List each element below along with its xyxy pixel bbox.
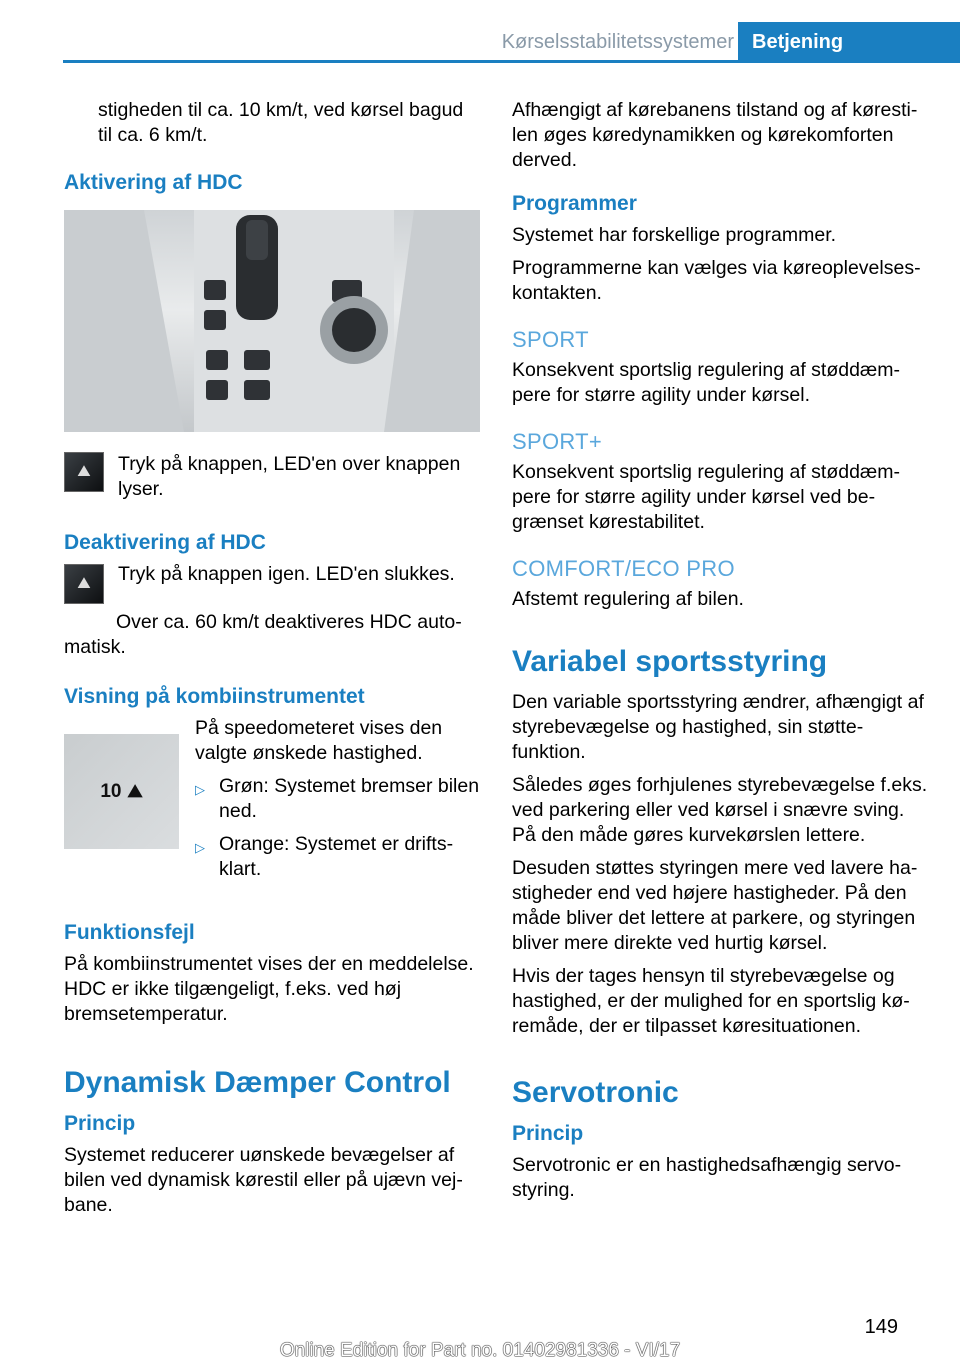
right-intro-text: Afhængigt af kørebanens tilstand og af kørestilen øges køredynamikken og kørekomforten derved.: [512, 99, 918, 171]
hdc-button-icon: ⛰: [64, 564, 104, 604]
left-column: [64, 98, 482, 1226]
bullet-text: Grøn: Systemet bremser bilen ned.: [219, 775, 480, 822]
hdc-display-indicator: [64, 734, 179, 849]
display-speed-value: 10: [100, 780, 122, 802]
triangle-bullet-icon: ▷: [195, 840, 205, 855]
right-column: [512, 98, 928, 1211]
servo-principle-heading: Princip: [512, 1122, 584, 1145]
sport-heading: SPORT: [512, 327, 589, 352]
activate-row: [64, 452, 482, 502]
console-illustration: [64, 210, 480, 432]
sport-text: Konsekvent sportslig regulering af støddæmpere for større agility under kørsel.: [512, 359, 901, 406]
deactivate-text-2: Over ca. 60 km/t deaktiveres HDC automatisk.: [64, 611, 462, 658]
display-text: På speedometeret vises den valgte ønskede hastighed.: [195, 717, 443, 764]
center-console-photo: [64, 210, 480, 432]
principle-text: Systemet reducerer uønskede bevægelser af bilen ved dynamisk kørestil eller på ujævn vejbane.: [64, 1144, 463, 1216]
comfort-text: Afstemt regulering af bilen.: [512, 588, 744, 610]
sportplus-text: Konsekvent sportslig regulering af støddæmpere for større agility under kørsel ved begrænset kørestabilitet.: [512, 461, 901, 533]
activate-text: Tryk på knappen, LED'en over knappen lyser.: [118, 453, 461, 500]
fault-heading: Funktionsfejl: [64, 921, 195, 944]
servo-heading: Servotronic: [512, 1076, 679, 1109]
header-rule: [63, 60, 960, 63]
deactivate-text-1: Tryk på knappen igen. LED'en slukkes.: [118, 563, 455, 585]
vss-text-2: Således øges forhjulenes styrebevægelse f.eks. ved parkering eller ved kørsel i snævre sving. På den måde gøres kurvekørslen lettere.: [512, 774, 928, 846]
header-tab: Betjening: [738, 22, 960, 63]
intro-text: stigheden til ca. 10 km/t, ved kørsel bagud til ca. 6 km/t.: [98, 99, 464, 146]
bullet-text: Orange: Systemet er driftsklart.: [219, 833, 454, 880]
car-slope-icon: ⛰: [127, 781, 143, 801]
header-section-title: Kørselsstabilitetssystemer: [501, 31, 734, 53]
programs-text-2: Programmerne kan vælges via køreoplevelseskontakten.: [512, 257, 921, 304]
display-heading: Visning på kombiinstrumentet: [64, 685, 365, 708]
servo-text: Servotronic er en hastighedsafhængig servostyring.: [512, 1154, 902, 1201]
sportplus-heading: SPORT+: [512, 429, 603, 454]
ddc-heading: Dynamisk Dæmper Control: [64, 1066, 451, 1099]
bullet-item: [195, 774, 482, 824]
activate-heading: Aktivering af HDC: [64, 171, 243, 194]
programs-heading: Programmer: [512, 192, 637, 215]
deactivate-row: [64, 562, 482, 604]
vss-text-1: Den variable sportsstyring ændrer, afhængigt af styrebevægelse og hastighed, sin støttefunktion.: [512, 691, 924, 763]
programs-text-1: Systemet har forskellige programmer.: [512, 224, 837, 246]
bullet-item: [195, 832, 482, 882]
principle-heading: Princip: [64, 1112, 136, 1135]
vss-text-4: Hvis der tages hensyn til styrebevægelse og hastighed, er der mulighed for en sportslig køremåde, der er tilpasset køresituationen.: [512, 965, 910, 1037]
footer-edition: Online Edition for Part no. 01402981336 - VI/17: [279, 1340, 681, 1361]
display-row: [64, 716, 482, 890]
hdc-button-icon: ⛰: [64, 452, 104, 492]
page-number: 149: [864, 1316, 898, 1338]
vss-text-3: Desuden støttes styringen mere ved lavere hastigheder end ved højere hastigheder. På den måde bliver det lettere at parkere, og styringen bliver mere direkte ved hurtig kørsel.: [512, 857, 918, 954]
fault-text: På kombiinstrumentet vises der en meddelelse. HDC er ikke tilgængeligt, f.eks. ved høj bremsetemperatur.: [64, 953, 474, 1025]
deactivate-heading: Deaktivering af HDC: [64, 531, 266, 554]
triangle-bullet-icon: ▷: [195, 782, 205, 797]
vss-heading: Variabel sportsstyring: [512, 645, 828, 678]
comfort-heading: COMFORT/ECO PRO: [512, 556, 735, 581]
